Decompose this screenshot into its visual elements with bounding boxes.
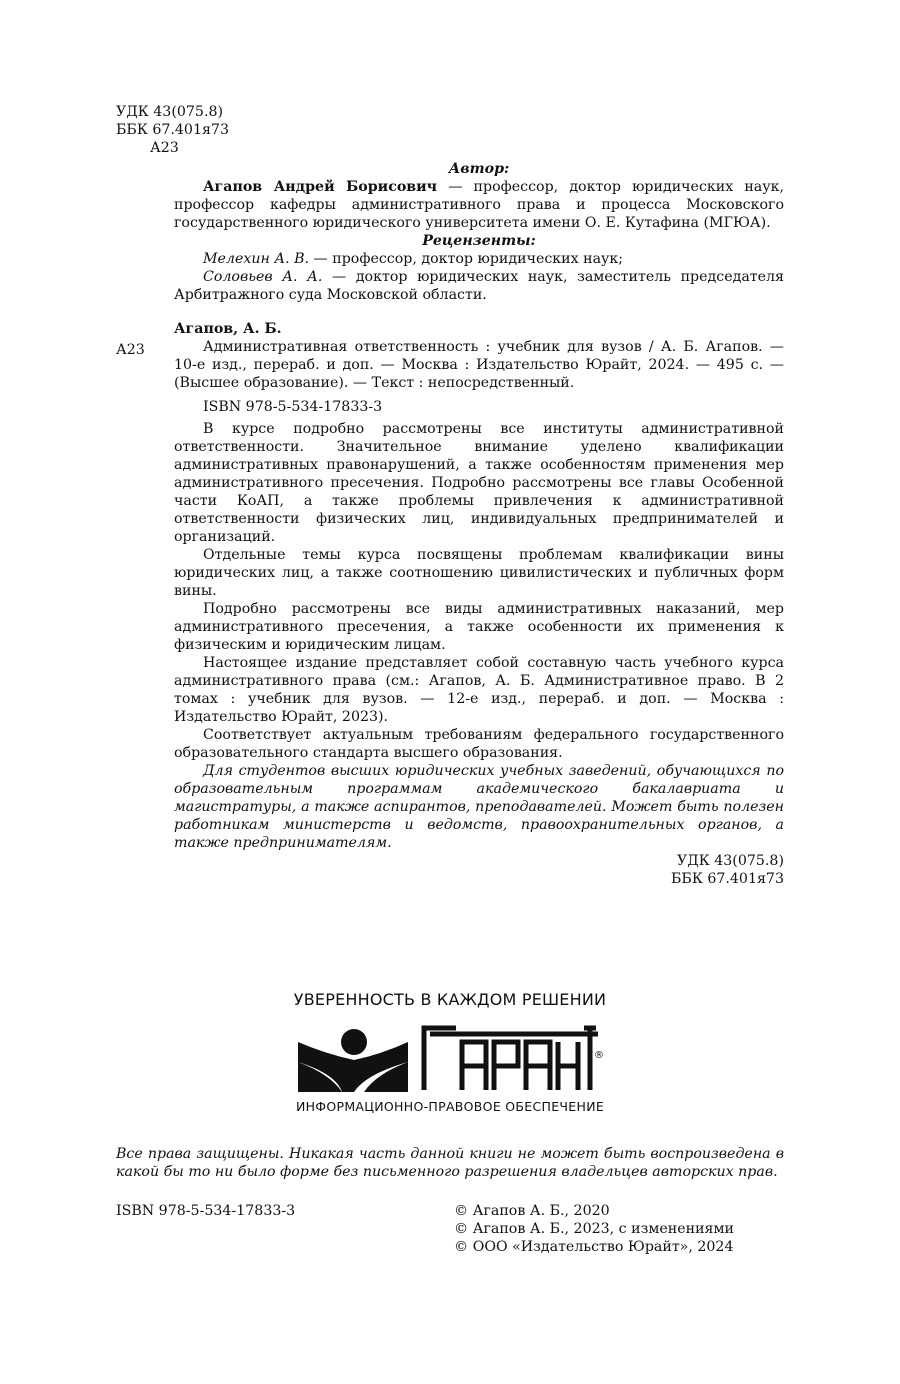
garant-emblem-icon [296, 1022, 606, 1094]
copyright-line: © Агапов А. Б., 2023, с изменениями [454, 1221, 734, 1237]
reviewers-heading: Рецензенты: [422, 233, 536, 249]
udk-code: УДК 43(075.8) [116, 104, 224, 120]
copyright-block [454, 1202, 734, 1256]
author-bio [174, 178, 784, 232]
abstract [174, 420, 784, 888]
copyright-line: © ООО «Издательство Юрайт», 2024 [454, 1239, 734, 1255]
reviewer-1-text: — профессор, доктор юридических наук; [309, 251, 624, 267]
catalog-side-code: А23 [116, 342, 145, 358]
bbk-code: ББК 67.401я73 [116, 122, 229, 138]
reviewer-2 [174, 268, 784, 304]
reviewer-1 [174, 250, 784, 268]
catalog-description: Административная ответственность : учебник для вузов / А. Б. Агапов. — 10-е изд., перераб. и доп. — Москва : Издательство Юрайт, 2024. — 495 с. — (Высшее образование). — Текст : непосредственный. [174, 339, 784, 391]
bbk-code-bottom: ББК 67.401я73 [671, 871, 784, 887]
udk-code-bottom: УДК 43(075.8) [676, 853, 784, 869]
reviewer-2-text: — доктор юридических наук, заместитель председателя Арбитражного суда Московской области. [174, 269, 784, 303]
rights-notice: Все права защищены. Никакая часть данной книги не может быть воспроизведена в какой бы то ни было форме без письменного разрешения владельцев авторских прав. [116, 1146, 784, 1180]
author-name: Агапов Андрей Борисович [203, 179, 438, 195]
reviewer-2-name: Соловьев А. А. [203, 269, 323, 285]
author-heading: Автор: [448, 161, 510, 177]
abstract-p3: Подробно рассмотрены все виды административных наказаний, мер административного пресечения, а также особенности их применения к физическим и юридическим лицам. [174, 601, 784, 653]
garant-subtitle: ИНФОРМАЦИОННО-ПРАВОВОЕ ОБЕСПЕЧЕНИЕ [295, 1099, 605, 1114]
garant-logo [296, 1022, 606, 1094]
catalog-isbn: ISBN 978-5-534-17833-3 [203, 399, 383, 415]
reviewer-1-name: Мелехин А. В. [203, 251, 310, 267]
catalog-card [174, 320, 784, 416]
abstract-p4: Настоящее издание представляет собой составную часть учебного курса административного права (см.: Агапов, А. Б. Административное право. В 2 томах : учебник для вузов. — 12-е изд., перераб. и доп. — Москва : Издательство Юрайт, 2023). [174, 655, 784, 725]
classification-block [116, 103, 229, 157]
copyright-line: © Агапов А. Б., 2020 [454, 1203, 610, 1219]
garant-slogan: УВЕРЕННОСТЬ В КАЖДОМ РЕШЕНИИ [293, 990, 607, 1009]
author-bio-text: — профессор, доктор юридических наук, профессор кафедры административного права и процесса Московского государственного юридического университета имени О. Е. Кутафина (МГЮА). [174, 179, 784, 231]
footer-isbn: ISBN 978-5-534-17833-3 [116, 1203, 296, 1219]
abstract-p2: Отдельные темы курса посвящены проблемам квалификации вины юридических лиц, а также соотношению цивилистических и публичных форм вины. [174, 547, 784, 599]
abstract-p5: Соответствует актуальным требованиям федерального государственного образовательного стандарта высшего образования. [174, 727, 784, 761]
registered-mark: ® [594, 1050, 604, 1061]
abstract-p6: Для студентов высших юридических учебных заведений, обучающихся по образовательным программам академического бакалавриата и магистратуры, а также аспирантов, преподавателей. Может быть полезен работникам министерств и ведомств, правоохранительных органов, а также предпринимателям. [174, 763, 784, 851]
abstract-p1: В курсе подробно рассмотрены все институты административной ответственности. Значительное внимание уделено квалификации административных правонарушений, а также особенностям применения мер административного пресечения. Подробно рассмотрены все главы Особенной части КоАП, а также проблемы привлечения к административной ответственности физических лиц, индивидуальных предпринимателей и организаций. [174, 421, 784, 545]
author-code: А23 [150, 140, 179, 156]
catalog-author-heading: Агапов, А. Б. [174, 321, 282, 337]
author-section [174, 160, 784, 304]
